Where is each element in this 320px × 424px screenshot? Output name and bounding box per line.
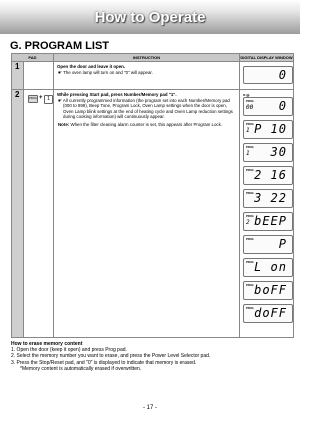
lcd-display xyxy=(243,66,293,84)
page-title: How to Operate xyxy=(94,9,206,26)
pad-cell xyxy=(24,62,54,90)
lcd-text: P 10 xyxy=(254,122,287,136)
table-row xyxy=(12,90,294,338)
section-title: G. PROGRAM LIST xyxy=(10,40,109,52)
lcd-display xyxy=(243,166,293,185)
lcd-prog-indicator: PROG xyxy=(246,146,254,149)
lcd-text: bEEP xyxy=(254,214,287,228)
number-pad-icon: 1 xyxy=(44,95,53,104)
lcd-small-digits: 2 xyxy=(246,219,250,226)
pad-cell xyxy=(24,90,54,338)
lcd-text: doFF xyxy=(254,306,287,320)
lcd-text: boFF xyxy=(254,283,287,297)
erase-step: 1. Open the door (keep it open) and press Prog pad. xyxy=(11,347,127,354)
lcd-small-digits: 1 xyxy=(246,127,250,134)
lcd-prog-indicator: PROG xyxy=(246,169,254,172)
display-column-header: DIGITAL DISPLAY WINDOW xyxy=(240,55,293,60)
erase-memory-section xyxy=(11,341,296,372)
lcd-display xyxy=(243,120,293,139)
page-header xyxy=(0,0,300,34)
lcd-text: 0 xyxy=(278,99,287,113)
lcd-small-digits: 1 xyxy=(246,150,250,157)
lcd-display xyxy=(243,235,293,254)
page-number: - 17 - xyxy=(142,405,157,411)
program-list-table xyxy=(11,53,294,338)
lcd-small-digits: 00 xyxy=(246,104,254,111)
instruction-cell xyxy=(54,62,240,90)
note xyxy=(57,122,237,128)
lcd-display xyxy=(243,189,293,208)
instruction-title: Open the door and leave it open. xyxy=(57,64,126,69)
lcd-prog-indicator: PROG xyxy=(246,100,254,103)
instruction-text: ☛ All currently programmed information (the program set into each Number/Memory pad (000 to 999), Beep Tone, Program Lock, Oven Lamp settings when the door is open, Oven Lamp blink settings at the end of heating cycle and Oven Lamp reduction settings during cooking information) will continuously appear. xyxy=(58,97,233,120)
table-header-row xyxy=(12,54,294,62)
lcd-text: 3 22 xyxy=(254,191,287,205)
example-label: e.g. xyxy=(243,92,250,97)
instruction-cell xyxy=(54,90,240,338)
erase-step: 3. Press the Stop/Reset pad, and "0" is displayed to indicate that memory is erased. xyxy=(11,359,197,366)
lcd-text: 2 16 xyxy=(254,168,287,182)
start-pad-icon: PROG xyxy=(28,95,38,103)
lcd-display xyxy=(243,258,293,277)
table-row xyxy=(12,62,294,90)
instruction-text: ☛ The oven lamp will turn on and "0" will appear. xyxy=(58,69,153,75)
plus-sign: + xyxy=(39,95,43,101)
lcd-display xyxy=(243,143,293,162)
erase-footnote: *Memory content is automatically erased if overwritten. xyxy=(20,365,142,372)
display-cell xyxy=(240,90,294,338)
lcd-text: P xyxy=(278,237,287,251)
lcd-prog-indicator: PROG xyxy=(246,123,254,126)
lcd-display xyxy=(243,97,293,116)
step-number: 1 xyxy=(12,62,24,90)
lcd-text: 30 xyxy=(270,145,287,159)
lcd-prog-indicator: PROG xyxy=(246,215,254,218)
lcd-sequence xyxy=(243,97,290,323)
erase-step: 2. Select the memory number you want to erase, and press the Power Level Selector pad. xyxy=(11,353,211,360)
lcd-prog-indicator: PROG xyxy=(246,261,254,264)
lcd-prog-indicator: PROG xyxy=(246,307,254,310)
note-text: When the filter cleaning alarm counter is set, this appears after Program Lock. xyxy=(70,121,223,127)
instruction-column-header: INSTRUCTION xyxy=(54,54,240,62)
step-number: 2 xyxy=(12,90,24,338)
display-cell xyxy=(240,62,294,90)
note-label: Note: xyxy=(58,121,70,127)
pad-column-header: PAD xyxy=(12,54,54,62)
lcd-prog-indicator: PROG xyxy=(246,238,254,241)
lcd-text: 0 xyxy=(278,68,287,82)
lcd-display xyxy=(243,304,293,323)
erase-title: How to erase memory content xyxy=(11,341,83,347)
lcd-prog-indicator: PROG xyxy=(246,192,254,195)
lcd-display xyxy=(243,281,293,300)
pad-combo xyxy=(24,90,53,110)
lcd-text: L on xyxy=(254,260,287,274)
lcd-display xyxy=(243,212,293,231)
lcd-prog-indicator: PROG xyxy=(246,284,254,287)
instruction-title: While pressing Start pad, press Number/Memory pad "1". xyxy=(57,92,177,97)
